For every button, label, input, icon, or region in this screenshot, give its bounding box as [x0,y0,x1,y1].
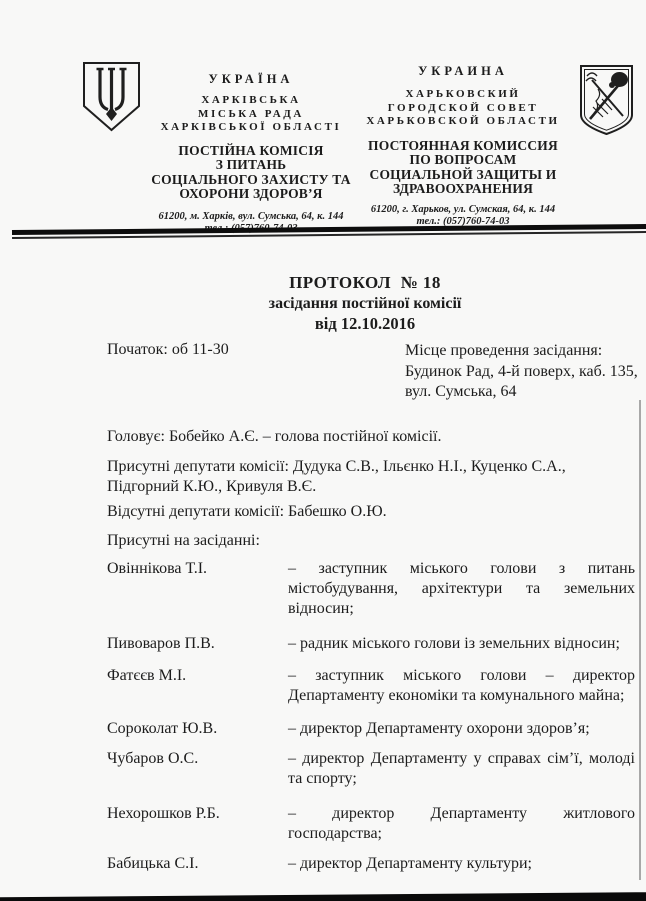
present-deputies-line: Присутні депутати комісії: Дудука С.В., Ільєнко Н.І., Куценко С.А., Підгорний К.Ю., Кривуля В.Є. [107,458,566,495]
header-right-column [352,64,574,229]
address-ru: 61200, г. Харьков, ул. Сумская, 64, к. 144 тел.: (057)760-74-03 [352,204,574,229]
header-divider-rule [12,224,646,239]
attendee-row [107,666,635,706]
scan-bottom-edge [0,891,646,901]
attendee-name: Пивоваров П.В. [107,635,215,652]
attendee-role: – директор Департаменту охорони здоров’я; [288,720,590,737]
document-body [107,427,635,874]
attendee-row [107,804,635,844]
protocol-number: ПРОТОКОЛ № 18 [289,273,441,292]
commission-name-ua: ПОСТІЙНА КОМІСІЯ З ПИТАНЬ СОЦІАЛЬНОГО ЗАХИСТУ ТА ОХОРОНИ ЗДОРОВ’Я [151,142,351,201]
kharkiv-emblem-icon [578,63,635,137]
organization-name-ua: ХАРКІВСЬКА МІСЬКА РАДА ХАРКІВСЬКОЇ ОБЛАСТІ [160,94,342,133]
absent-deputies-line: Відсутні депутати комісії: Бабешко О.Ю. [107,503,387,520]
protocol-date: від 12.10.2016 [314,314,416,333]
attendee-name: Фатєєв М.І. [107,667,187,684]
attendee-name: Сороколат Ю.В. [107,720,218,737]
phone-ru: тел.: (057)760-74-03 [416,216,510,227]
attendee-row [107,559,635,619]
attendee-row [107,634,635,654]
attendee-name: Бабицька С.І. [107,855,199,872]
trident-emblem-icon [80,60,143,134]
attendee-name: Овіннікова Т.І. [107,560,208,577]
address-ua: 61200, м. Харків, вул. Сумська, 64, к. 144 тел.: (057)760-74-03 [146,211,356,236]
meeting-location: Місце проведення засідання: Будинок Рад, 4-й поверх, каб. 135, вул. Сумська, 64 [405,342,638,400]
country-name-ua: УКРАЇНА [208,72,294,86]
chairman-line: Головує: Бобейко А.Є. – голова постійної комісії. [107,428,442,445]
attendee-row [107,749,635,789]
attendee-row [107,719,635,739]
attendee-role: – заступник міського голови з питань містобудування, архітектури та земельних відносин; [288,560,635,617]
header-left-column [146,72,356,236]
attendee-role: – радник міського голови із земельних відносин; [288,635,620,652]
attendee-role: – директор Департаменту у справах сім’ї, молоді та спорту; [288,750,635,787]
protocol-subtitle: засідання постійної комісії [268,295,462,312]
attendee-role: – директор Департаменту культури; [288,855,532,872]
attendees-heading: Присутні на засіданні: [107,532,260,549]
meeting-start-time: Початок: об 11-30 [107,341,229,358]
scan-edge-line [639,400,641,880]
commission-name-ru: ПОСТОЯННАЯ КОМИССИЯ ПО ВОПРОСАМ СОЦИАЛЬНОЙ ЗАЩИТЫ И ЗДРАВООХРАНЕНИЯ [368,137,558,196]
attendee-role: – заступник міського голови – директор Департаменту економіки та комунального майна; [288,667,635,704]
attendee-role: – директор Департаменту житлового господарства; [288,805,635,842]
attendee-name: Нехорошков Р.Б. [107,805,220,822]
phone-ua: тел.: (057)760-74-03 [204,223,298,234]
attendee-row [107,854,635,874]
organization-name-ru: ХАРЬКОВСКИЙ ГОРОДСКОЙ СОВЕТ ХАРЬКОВСКОЙ ОБЛАСТИ [366,88,560,127]
country-name-ru: УКРАИНА [418,64,508,78]
document-title-block [85,271,645,333]
attendee-name: Чубаров О.С. [107,750,199,767]
